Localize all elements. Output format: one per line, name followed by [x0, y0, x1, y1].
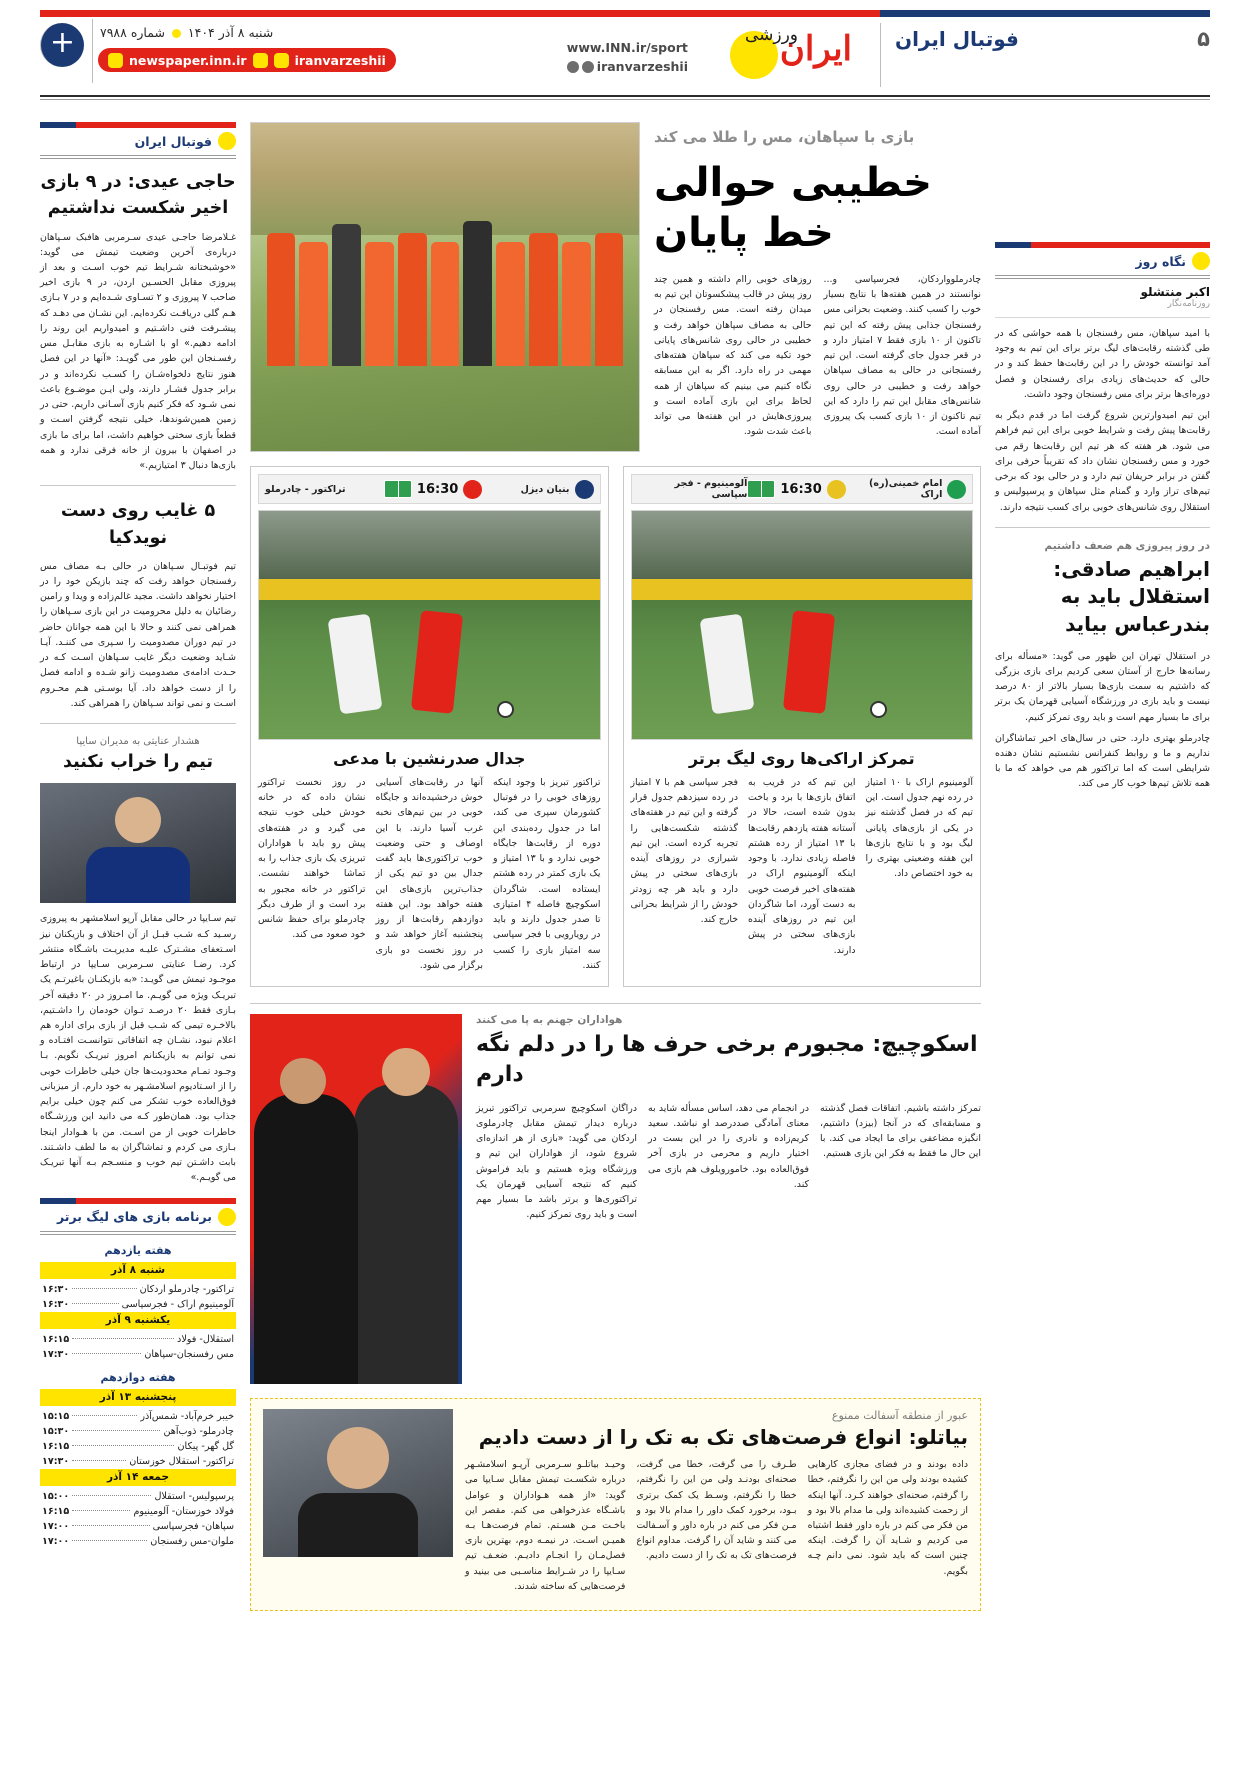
lead-photo	[250, 122, 640, 452]
away-team-name: تراکتور - چادرملو	[265, 483, 346, 495]
coach-body	[298, 1493, 418, 1557]
section-bar	[40, 122, 236, 128]
logo-title: ایران	[779, 29, 852, 69]
feature-paragraph-1: در استقلال تهران این ظهور می گوید: «مسأله برای رسانه‌ها خارج از آستان سعی کردیم برای بازی بزرگی که داشتیم به سمت بازی‌ها بسیار بالاتر از ۸۰ درصد نیست و باید بازی در ورزشگاه آسیایی قهرمان یک برتر برای ما بسیار مهم است و باید روی تمرکز کنیم.	[995, 650, 1210, 723]
match-time-block	[384, 480, 482, 499]
section-title: فوتبال ایران	[895, 27, 1019, 51]
instagram-icon	[274, 53, 289, 68]
fixture-row[interactable]	[40, 1332, 236, 1347]
coach-figure-left	[254, 1094, 358, 1384]
away-team-name: آلومینیوم - فجر سپاسی	[674, 478, 748, 500]
fixture-row[interactable]	[40, 1439, 236, 1454]
column-main	[250, 122, 981, 1611]
match-caption: جدال صدرنشین با مدعی	[333, 749, 526, 768]
home-team-logo-icon	[575, 480, 594, 499]
hairline	[995, 317, 1210, 318]
fixture-teams: تراکتور- چادرملو اردکان	[139, 1283, 234, 1295]
stadium-stand	[259, 511, 600, 579]
fixtures-label: برنامه بازی های لیگ برتر	[57, 1209, 212, 1225]
ball-icon	[497, 701, 514, 718]
bottom-box-photo	[263, 1409, 453, 1557]
sidebar-article-body-1: غـلامرضا حاجـی عیدی سـرمربی هافبک سـپاهان درباره‌ی آخرین وضعیت تیمش می گوید: «خوشبختانه شـرایط تیم خوب اسـت و بعد از پیروزی مقابل الحسـین اردن، در ۹ بازی اخیر صاحب ۷ پیروزی و ۲ تسـاوی شـده‌ایم و در ۷ بـازی هـم گلی دریافـت نکرده‌ایم. این نشـان می دهـد که پیشـرفت فنی داشـتیم و امیدواریم این روند را ادامه دهیم.» او با اشـاره به بازی مقابـل مس رفسـنجان این طور می گویـد: «آنها در این فصل هنوز نتایج دلخواه‌شـان را کسـب نکرده‌اند و در برابر جدول فشـار دارند، ولی ایـن موضـوع باعث نمی شـود که فکر کنیم بازی آسـانی داریم. حتی در زمین همین‌شوندها، خیلی نتیجه گرفتن اسـت و قطعاً بازی سختی خواهیم داشت، اما برای ما بازی در اصفهان با بیرون از خانه فرقی ندارد و همه بازی‌ها دنبال ۳ امتیازیم.»	[40, 231, 236, 472]
match-photo	[631, 510, 974, 740]
match-teams	[638, 478, 748, 500]
lead-title: خطیبی حوالی خط پایان	[654, 160, 932, 256]
double-rule	[40, 1231, 236, 1235]
telegram-icon	[253, 53, 268, 68]
sidebar-photo	[40, 783, 236, 903]
column-opinion	[995, 122, 1210, 1611]
feature-photo	[250, 1014, 462, 1384]
section-bar	[40, 1198, 236, 1204]
fixture-time: ۱۵:۳۰	[42, 1425, 70, 1437]
leader-dots	[72, 1495, 151, 1496]
match-time: 16:30	[780, 481, 822, 497]
player-white	[700, 613, 755, 714]
match-paragraph-1: آلومینیوم اراک با ۱۰ امتیاز در رده نهم جدول است. این تیم که در فصل گذشته نیز در یکی از بازی‌های پایانی لیگ بود و با نتایج بازی‌ها این هفته وضعیتی بهتری را به خود اختصاص داد.	[865, 777, 973, 880]
rule-red	[40, 10, 880, 17]
feature-ebrahim-sadeghi	[995, 540, 1210, 792]
bottom-paragraph-1: داده بودند و در فضای مجازی کارهایی کشیده بودند ولی من این را نگرفتم، خطا را گرفتم، صحنه‌ای خواهند کـرد. آنها اینکه از زحمت کشیده‌اند ولی ما مدام بالا بود و من فکر می کنم در باره داور فقط اشتباه می کردیم و شـاید آن را گرفت. اینکه چنین است که باید شود. نمی دانم چـه بگویم.	[807, 1459, 968, 1577]
globe-icon	[108, 53, 123, 68]
header-contact-pill[interactable]	[98, 48, 396, 72]
sidebar-article-body-2: تیم فوتبـال سـپاهان در حالی بـه مصاف مس رفسنجان خواهد رفت که چند بازیکن خود را در اختیار نخواهد داشت. مجید غالم‌زاده و ویدا و رامین رضائیان به دلیل محرومیت در این بازی سـپاهان را همراهی نمی کنند و حالا با این همه جوانان حاضر در تیم دوران مصدومیت را سـپری می کننـد. آیـا شـاید وضعیت دیگر غایب سـپاهان اسـت کـه در حـدت ادامه‌ی مصدومیت زانو شـده و ادامه فصل را از دست خواهد داد. آیا بوسـتی هـم محـروم اسـت و نمی تواند سـپاهان را همراهی کند.	[40, 560, 236, 709]
match-body-columns	[258, 775, 601, 979]
header-bottom-rule	[40, 95, 1210, 97]
coach-head-left	[280, 1058, 326, 1104]
fixture-row[interactable]	[40, 1424, 236, 1439]
match-paragraph-2: این تیم که در قریب به اتفاق بازی‌ها با برد و باخت بدون شده است، حالا در آستانه هفته یازدهم رقابت‌ها با ۱۳ امتیاز از رده هشتم فاصله زیادی ندارد. با وجود اینکه آلومینیوم اراک در هفته‌های اخیر فرصت خوبی به دست آورد، اما شاگردان این تیم در روزهای آینده بازی‌های سختی در پیش دارند.	[748, 777, 856, 956]
sidebar-section-header	[40, 122, 236, 159]
newspaper-logo	[706, 27, 856, 89]
bottom-paragraph-3: وحیـد بیاتلـو سـرمربی آرپـو اسلامشـهر درباره شکسـت تیمش مقابل سـایپا می گوید: «از همه هـواداران و عوامل باشـگاه عذرخواهی می کنم. مقصر این باخـت مـن هسـتم. تمام فرصت‌هـا بـه همیـن اسـت. در نیمـه دوم، بهترین بازی فصل‌مـان را انجـام دادیـم. ضعـف تیم سـایپا را در شـرایط مناسـبی می بینید و فرصت‌هایی که ساخته شدند.	[465, 1459, 626, 1592]
match-body-columns	[631, 775, 974, 964]
double-rule	[40, 155, 236, 159]
fixture-teams: خیبر خرم‌آباد- شمس‌آذر	[140, 1410, 234, 1422]
rule-blue	[880, 10, 1210, 17]
match-paragraph-1: تراکتور تبریز با وجود اینکه روزهای خوبی را در فوتبال کشورمان سپری می کند، اما در جدول رده‌بندی این دوره از رقابت‌ها جایگاه خوبی ندارد و با ۱۳ امتیاز و یک بازی کمتر در رده هشتم ایستاده است. شاگردان اسکوچیچ فاصله ۴ امتیازی تا صدر جدول دارند و باید در رویارویی با فجر سپاسی سه امتیاز بازی را کسب کنند.	[493, 777, 601, 971]
player-white	[327, 613, 382, 714]
sidebar-article-title-1: حاجی عیدی: در ۹ بازی اخیر شکست نداشتیم	[40, 172, 236, 219]
fixture-time: ۱۶:۱۵	[42, 1333, 70, 1345]
photo-players	[267, 221, 624, 365]
pill-social: iranvarzeshii	[294, 52, 386, 68]
player-red	[411, 610, 463, 714]
bottom-box-title: بیاتلو: انواع فرصت‌های تک به تک را از دست دادیم	[478, 1425, 968, 1450]
lead-story	[250, 122, 981, 452]
fixture-row[interactable]	[40, 1409, 236, 1424]
lead-paragraph-2: روزهای خوبی را‌ام داشته و همین چند روز پیش در قالب پیشکسوتان این تیم به میدان رفته است. مس رفسنجان در حالی به مصاف سپاهان خواهد رفت و خطیبی در حالی روی شانس‌های پایانی خود تکیه می کند که سپاهان هفته‌های مهمی در راه دارد. اگر به این مسابقه نگاه کنیم می بینیم که سپاهان از همه لحاظ برای این بازی آماده است و پیروزی‌هایش در این هفته‌ها می تواند باعث شدت شود.	[654, 274, 812, 438]
pill-site: newspaper.inn.ir	[129, 52, 247, 68]
feature-paragraph-2: در انجمام می دهد، اساس مسأله شاید به معنای آمادگی صددرصد او نباشد. سعید کریم‌زاده و نادری را در این بست در اختیار داریم و محرمی در بازی آخر فوق‌العاده بود. خامورویلوف هم بازی می کند.	[648, 1102, 809, 1190]
fixture-time: ۱۵:۱۵	[42, 1410, 70, 1422]
header-section-block	[880, 23, 1210, 87]
fixture-teams: تراکتور- استقلال خوزستان	[129, 1455, 234, 1467]
leader-dots	[72, 1510, 130, 1511]
match-venue	[521, 480, 594, 499]
fixture-time: ۱۶:۱۵	[42, 1505, 70, 1517]
fixture-week-label: هفته یازدهم	[104, 1243, 172, 1257]
feature-paragraph-3: دراگان اسکوچیچ سرمربی تراکتور تبریز درباره دیدار تیمش مقابل چادرملوی اردکان می گوید: «بازی از هر اندازه‌ای شروع شود، از هواداران این تیم و ورزشگاه ویژه هستیم و باید فراموش کنیم که نتیجه آسیایی قهرمان یک تراکتوری‌ها و برتر باشد ما بسیار مهم است و باید روی تمرکز کنیم.	[476, 1102, 637, 1221]
double-rule	[995, 275, 1210, 279]
feature-body-columns	[476, 1101, 981, 1229]
coach-head-right	[382, 1048, 430, 1096]
match-caption: تمرکز اراکی‌ها روی لیگ برتر	[688, 749, 915, 768]
photo-background	[251, 123, 639, 235]
fixture-row[interactable]	[40, 1282, 236, 1297]
telegram-icon[interactable]	[567, 61, 579, 73]
header-bottom-rule-2	[40, 99, 1210, 100]
fixture-teams: مس رفسنجان-سپاهان	[144, 1348, 234, 1360]
fixture-week-label: هفته دوازدهم	[100, 1370, 176, 1384]
opinion-label: نگاه روز	[1135, 253, 1186, 269]
website-url[interactable]: www.INN.ir/sport	[566, 40, 688, 55]
match-time-block	[747, 480, 845, 499]
header-right	[40, 23, 386, 72]
yellow-dot-icon	[1192, 252, 1210, 270]
opinion-author-role: روزنامه‌نگار	[1167, 299, 1210, 309]
match-paragraph-2: آنها در رقابت‌های آسیایی خوش درخشیده‌اند و جایگاه خوبی در بین تیم‌های نخبه غرب آسیا دارند. با این اوصاف و حتی وضعیت خوب تراکتوری‌ها باید گفت جدال بین دو تیم یکی از جذاب‌ترین بازی‌های این هفته خواهد بود. این هفته دوازدهم رقابت‌ها از روز پنجشنبه آغاز خواهد شد و در روز نخست دو بازی برگزار می شود.	[375, 777, 483, 971]
feature-paragraph-2: چادرملو بهتری دارد. حتی در سال‌های اخیر تماشاگران نداریم و ما و روابط کنفرانس نشستیم نشان دهنده شرایطی است که اما تراکتور هم می خواهد که ما با همه تلاش تیم‌ها خوب کار می کند.	[995, 732, 1210, 790]
yellow-dot-icon	[172, 29, 181, 38]
sidebar-article-body-3: تیم سـایپا در حالی مقابل آرپو اسلامشهر به پیروزی رسـید کـه شـب قبـل از آن اختلاف و بازیکنان نیز اسـتعفای مشـترک علیـه مدیریـت باشـگاه منتشر کرد. رضـا عنایتی سـرمربی سـایپا در ارتباط موجـود تیمش می گویـد: «به بازیکنـان باغیرتـم یک تبریـک ویژه می گویـم. ما امـروز در ۲۰ دقیقه آخر بـازی فقط ۲۰ درصـد تـوان خودمان را داشـتیم، بالاخـره تیمی که شـب قبل از بازی برای اداره هم اعلام نبود، نشـان چه اتفاقاتی نتوانسـت افتـاده و نمی توانم به بازیکنانم امروز تبریـک نگویم. بـا وجـود تمـام محدودیت‌ها جان خیلی خاطرات خوبی را از اسـتادیوم اسلامشـهر به خود دارم. از میزبانی فوق‌العاده خوب تشکر می کنم چون خیلی برایم جذاب بود. همان‌طور کـه می دانید این ورزشـگاه خاطرات خوبی از من اسـت. من با هـوادار اینجا بـازی می کردم و تماشاگران به ما لطف داشـتند. بابت داشـتن تیم خوب و منسـجم بـه آنها تبریـک می گویـم.»	[40, 913, 236, 1184]
feature-title: اسکوچیچ: مجبورم برخی حرف ها را در دلم نگه دارم	[476, 1032, 978, 1088]
opinion-paragraph-1: با امید سپاهان، مس رفسنجان با همه حواشی که در طی گذشته رقابت‌های لیگ برتر برای این تیم به وجود آمد توانسته خودش را در این رقابت‌ها حفظ کند و در حالی که حدیث‌های زیادی برای رفسنجان و فصل دوره‌ای‌ها برتر برای مس رفسنجان وجود داشت.	[995, 328, 1210, 400]
match-photo	[258, 510, 601, 740]
ball-icon	[870, 701, 887, 718]
advert-band	[259, 579, 600, 600]
fixtures-section-header	[40, 1198, 236, 1235]
leader-dots	[72, 1430, 160, 1431]
social-handle: iranvarzeshii	[596, 58, 688, 74]
fixture-time: ۱۶:۱۵	[42, 1440, 70, 1452]
leader-dots	[72, 1460, 126, 1461]
sidebar-article-kicker-3: هشدار عنایتی به مدیران سایپا	[76, 736, 200, 748]
fixture-time: ۱۷:۰۰	[42, 1520, 70, 1532]
fixture-teams: چادرملو- ذوب‌آهن	[163, 1425, 234, 1437]
bottom-box-text	[465, 1409, 968, 1600]
pitch-icon	[747, 480, 775, 498]
instagram-icon[interactable]	[582, 61, 594, 73]
lead-kicker: بازی با سپاهان، مس را طلا می کند	[654, 128, 915, 146]
lead-paragraph-1: چادرملوواردکان، فجرسپاسی و... نوانستند در همین هفته‌ها با نتایج بسیار خوب را کسب کنند. وضعیت بحرانی مس رفسنجان جذابی پیش رفته که این تیم تاکنون از ۱۰ بازی فقط ۷ امتیاز دارد و در قعر جدول جای گرفته است. این تیم رفسنجانی در حالی به مصاف سپاهان خواهد رفت و خطیبی در حالی روی شانس‌های مقابل این تیم را دارد که این تیم تاکنون از ۱۰ بازی کسب یک پیروزی آماده است.	[823, 274, 981, 438]
top-rule	[40, 10, 1210, 17]
leader-dots	[72, 1540, 147, 1541]
header-website-block	[567, 27, 688, 77]
fixture-row[interactable]	[40, 1519, 236, 1534]
person-body	[86, 847, 190, 903]
home-team-name: بنیان دیزل	[520, 483, 570, 495]
logo-subtitle: ورزشی	[744, 25, 798, 45]
fixture-day-label: شنبه ۸ آذر	[40, 1262, 236, 1279]
bottom-box-columns	[465, 1457, 968, 1600]
leader-dots	[72, 1288, 136, 1289]
column-sidebar	[40, 122, 236, 1611]
pitch-icon	[384, 480, 412, 498]
header-divider	[92, 19, 93, 83]
fixture-time: ۱۷:۳۰	[42, 1455, 70, 1467]
clock-icon	[463, 480, 482, 499]
fixture-teams: سپاهان- فجرسپاسی	[152, 1520, 234, 1532]
fixture-row[interactable]	[40, 1347, 236, 1362]
header-middle	[370, 23, 880, 89]
match-card-araak[interactable]	[623, 466, 982, 987]
plus-button[interactable]: +	[40, 23, 84, 67]
divider	[40, 723, 236, 724]
fixture-time: ۱۷:۰۰	[42, 1535, 70, 1547]
match-card-tractor[interactable]	[250, 466, 609, 987]
divider	[995, 527, 1210, 528]
fixture-row[interactable]	[40, 1534, 236, 1549]
match-time: 16:30	[416, 481, 459, 497]
home-team-logo-icon	[947, 480, 966, 499]
header-date-line	[40, 25, 370, 40]
section-bar	[995, 242, 1210, 248]
masthead	[40, 0, 1210, 110]
fixture-row[interactable]	[40, 1454, 236, 1469]
fixture-row[interactable]	[40, 1489, 236, 1504]
fixture-day-label: جمعه ۱۴ آذر	[40, 1469, 236, 1486]
bottom-highlight-box	[250, 1398, 981, 1611]
divider	[40, 485, 236, 486]
feature-row	[250, 1003, 981, 1384]
sidebar-article-title-2: ۵ غایب روی دست نویدکیا	[60, 501, 216, 548]
stadium-stand	[632, 511, 973, 579]
feature-title: ابراهیم صادقی: استقلال باید به بندرعباس بیاید	[1053, 556, 1210, 636]
lead-headline-block	[654, 122, 981, 452]
leader-dots	[72, 1525, 149, 1526]
opinion-paragraph-2: این تیم امیدوار‌ترین شروع گرفت اما در قدم دیگر به رقابت‌ها پیش رفت و شرایط خوبی برای این تیم فراهم می شود. هر هفته که هر تیم این رقابت‌ها رقم می خورد و مس رفسنجان نشان داد که تقریباً حرفی برای گفتن در برابر حریفان تیم دارد و در حالی بود که برخی تیم‌های تراز وارد و گمنام مثل سپاهان و پرسپولیس و استقلال روی شانس‌های خوبی برای کسب نتیجه دارند.	[995, 410, 1210, 513]
sidebar-article-title-3: تیم را خراب نکنید	[62, 752, 213, 773]
feature-kicker: در روز پیروزی هم ضعف داشتیم	[1044, 539, 1210, 552]
fixture-day-label: پنجشنبه ۱۳ آذر	[40, 1389, 236, 1406]
match-paragraph-3: فجر سپاسی هم با ۷ امتیاز در رده سیزدهم جدول قرار گرفته و این تیم در هفته‌های گذشته شکست‌هایی را تجربه کرده است. این تیم شیرازی در روزهای آینده بازی‌های سختی در پیش دارد و باید هر چه زودتر خودش را از شرایط بحرانی خارج کند.	[630, 777, 738, 926]
fixture-teams: گل گهر- پیکان	[177, 1440, 234, 1452]
fixture-day-label: یکشنبه ۹ آذر	[40, 1312, 236, 1329]
fixture-time: ۱۶:۳۰	[42, 1298, 70, 1310]
match-paragraph-3: در روز نخست تراکتور نشان داده که در خانه خودش خیلی خوب نتیجه می گیرد و در هفته‌های پیش رو باید با هواداران تبریزی یک بازی جذاب را به تماشا خواهند نشست. تراکتور در خانه مجبور به برد است و از طرف دیگر چادرملو برای حفظ شانس خود صعود می کند.	[258, 777, 366, 941]
fixture-teams: استقلال- فولاد	[177, 1333, 234, 1345]
lead-photo-image	[250, 122, 640, 452]
opinion-section-header	[995, 242, 1210, 279]
feature-kicker: هواداران جهنم به پا می کنند	[476, 1014, 623, 1027]
fixture-time: ۱۵:۰۰	[42, 1490, 70, 1502]
feature-paragraph-1: تمرکز داشته باشیم. اتفاقات فصل گذشته و مسابقه‌ای که در آنجا (بیزد) داشتیم، انگیزه مضاعفی برای ما ایجاد می کند. با این حال ما فقط به فکر این بازی هستیم.	[820, 1102, 981, 1160]
fixture-time: ۱۷:۳۰	[42, 1348, 70, 1360]
advert-band	[632, 579, 973, 600]
fixture-time: ۱۶:۳۰	[42, 1283, 70, 1295]
fixture-teams: ملوان-مس رفسنجان	[150, 1535, 234, 1547]
person-head-icon	[115, 797, 161, 843]
fixture-teams: پرسپولیس- استقلال	[154, 1490, 234, 1502]
match-cards-row	[250, 466, 981, 987]
clock-icon	[827, 480, 846, 499]
feature-eskoochich	[476, 1014, 981, 1384]
social-row	[567, 58, 688, 77]
yellow-dot-icon	[218, 132, 236, 150]
match-teams	[265, 484, 346, 495]
yellow-dot-icon	[218, 1208, 236, 1226]
sidebar-label: فوتبال ایران	[134, 133, 212, 149]
opinion-author: اکبر منتشلو	[1140, 285, 1210, 299]
header-date: شنبه ۸ آذر ۱۴۰۴	[187, 25, 274, 40]
match-venue	[846, 478, 966, 500]
leader-dots	[72, 1303, 118, 1304]
fixtures-list	[40, 1244, 236, 1549]
coach-head-icon	[327, 1427, 389, 1489]
leader-dots	[72, 1353, 141, 1354]
bottom-paragraph-2: طـرف را می گرفت، خطا می گرفت، صحنه‌ای بودنـد ولی من این را نگرفتم، خطا را نگرفتم، وسـط یک کمک برتری بـود، برخورد کمک داور را مدام بالا بود و مـن فکر می کنم در باره داور و آسـفالت می کنند و شاید آن را گرفت. مداوم انواع فرصت‌های تک به تک را از دست دادیم.	[636, 1459, 797, 1562]
fixture-teams: آلومینیوم اراک - فجرسپاسی	[121, 1298, 234, 1310]
leader-dots	[72, 1415, 137, 1416]
page-grid	[40, 122, 1210, 1611]
coach-figure-right	[354, 1084, 458, 1384]
fixture-row[interactable]	[40, 1297, 236, 1312]
match-info-bar	[631, 474, 974, 504]
fixture-row[interactable]	[40, 1504, 236, 1519]
player-red	[783, 610, 835, 714]
home-team-name: امام خمینی(ره) اراک	[869, 478, 943, 500]
leader-dots	[72, 1445, 174, 1446]
leader-dots	[72, 1338, 174, 1339]
header-issue: شماره ۷۹۸۸	[100, 25, 165, 40]
match-info-bar	[258, 474, 601, 504]
lead-body-columns	[654, 272, 981, 446]
fixture-teams: فولاد خوزستان- آلومینیوم	[133, 1505, 234, 1517]
page-number: ۵	[1197, 27, 1210, 51]
bottom-box-kicker: عبور از منطقه آسفالت ممنوع	[831, 1409, 968, 1423]
